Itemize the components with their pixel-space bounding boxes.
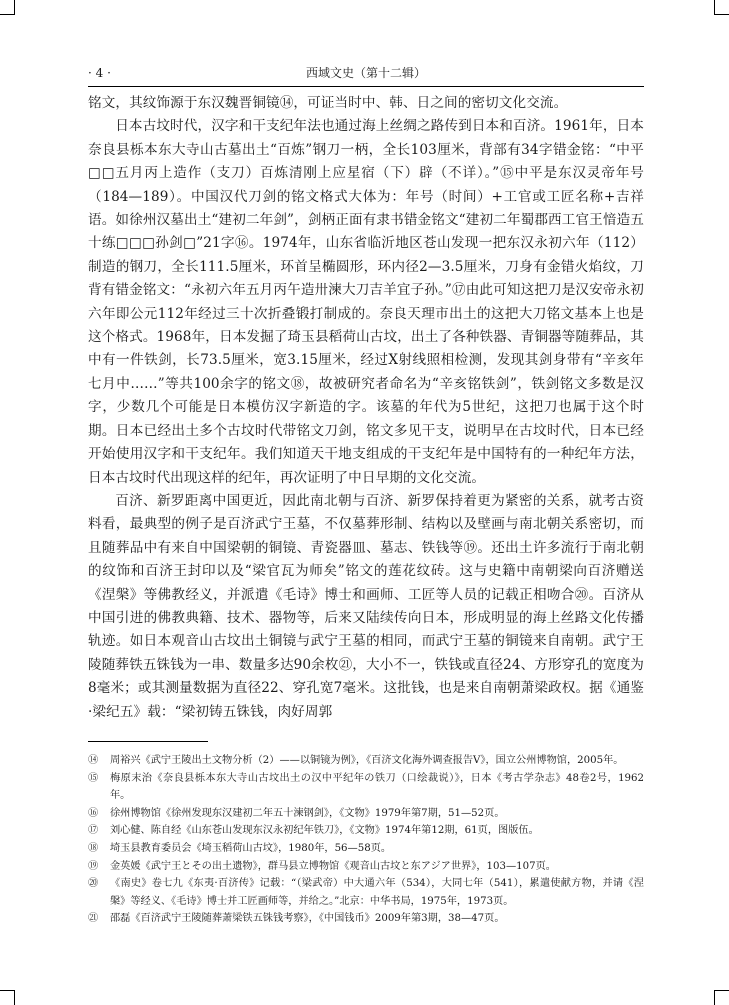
footnote-number: ⑯ bbox=[88, 807, 99, 819]
paragraph: 日本古坟时代，汉字和干支纪年法也通过海上丝绸之路传到日本和百济。1961年，日本奈良县栎本东大寺山古墓出土“百炼”钢刀一柄，全长103厘米，背部有34字错金铭：“中平□□五月丙上造作（支刀）百炼清刚上应星宿（下）辟（不详）。”⑮中平是东汉灵帝年号（184—189）。中国汉代刀剑的铭文格式大体为：年号（时间）+工官或工匠名称+吉祥语。如徐州汉墓出土“建初二年剑”，剑柄正面有隶书错金铭文“建初二年蜀郡西工官王愔造五十练□□□孙剑□”21字⑯。1974年，山东省临沂地区苍山发现一把东汉永初六年（112）制造的钢刀，全长111.5厘米，环首呈椭圆形，环内径2—3.5厘米，刀身有金错火焰纹，刀背有错金铭文：“永初六年五月丙午造卅湅大刀吉羊宜子孙。”⑰由此可知这把刀是汉安帝永初六年即公元112年经过三十次折叠锻打制成的。奈良天理市出土的这把大刀铭文基本上也是这个格式。1968年，日本发掘了琦玉县稻荷山古坟，出土了各种铁器、青铜器等随葬品，其中有一件铁剑，长73.5厘米，宽3.15厘米，经过X射线照相检测，发现其剑身带有“辛亥年七月中……”等共100余字的铭文⑱，故被研究者命名为“辛亥铭铁剑”，铁剑铭文多数是汉字，少数几个可能是日本模仿汉字新造的字。该墓的年代为5世纪，这把刀也属于这个时期。日本已经出土多个古坟时代带铭文刀剑，铭文多见干支，说明早在古坟时代，日本已经开始使用汉字和干支纪年。我们知道天干地支组成的干支纪年是中国特有的一种纪年方法，日本古坟时代出现这样的纪年，再次证明了中日早期的文化交流。 bbox=[88, 118, 644, 486]
footnote-text: 徐州博物馆《徐州发现东汉建初二年五十湅钢剑》，《文物》1979年第7期，51—52页。 bbox=[110, 807, 505, 819]
footnote-text: 埼玉县教育委员会《埼玉稻荷山古坟》，1980年，56—58页。 bbox=[110, 842, 392, 854]
footnote bbox=[88, 875, 644, 910]
footnote bbox=[88, 858, 644, 876]
footnote bbox=[88, 910, 644, 928]
footnote bbox=[88, 752, 644, 770]
footnote bbox=[88, 770, 644, 805]
footnote-number: ⑳ bbox=[88, 878, 99, 890]
footnote-number: ⑭ bbox=[88, 755, 99, 766]
footnote bbox=[88, 805, 644, 823]
page-header bbox=[88, 62, 644, 84]
body-text bbox=[88, 92, 644, 724]
paragraph: 百济、新罗距离中国更近，因此南北朝与百济、新罗保持着更为紧密的关系，就考古资料看，最典型的例子是百济武宁王墓，不仅墓葬形制、结构以及壁画与南北朝关系密切，而且随葬品中有来自中国梁朝的铜镜、青瓷器皿、墓志、铁钱等⑲。还出土许多流行于南北朝的纹饰和百济王封印以及“梁官瓦为师矣”铭文的莲花纹砖。这与史籍中南朝梁向百济赠送《涅槃》等佛教经义，并派遣《毛诗》博士和画师、工匠等人员的记载正相吻合⑳。百济从中国引进的佛教典籍、技术、器物等，后来又陆续传向日本，形成明显的海上丝路文化传播轨迹。如日本观音山古坟出土铜镜与武宁王墓的相同，而武宁王墓的铜镜来自南朝。武宁王陵随葬铁五铢钱为一串、数量多达90余枚㉑，大小不一，铁钱或直径24、方形穿孔的宽度为8毫米；或其测量数据为直径22、穿孔宽7毫米。这批钱，也是来自南朝萧梁政权。据《通鉴·梁纪五》载：“梁初铸五铢钱，肉好周郭 bbox=[88, 492, 644, 720]
crop-mark-top-left bbox=[0, 0, 15, 15]
crop-mark-top-right bbox=[714, 0, 729, 15]
header-rule bbox=[88, 86, 644, 87]
crop-mark-bottom-right bbox=[714, 990, 729, 1005]
footnote-text: 刘心健、陈自经《山东苍山发现东汉永初纪年铁刀》，《文物》1974年第12期，61页，图版伍。 bbox=[110, 825, 539, 837]
footnotes bbox=[88, 752, 644, 928]
crop-mark-bottom-left bbox=[0, 990, 15, 1005]
footnote-text: 邵磊《百济武宁王陵随葬萧梁铁五铢钱考察》，《中国钱币》2009年第3期，38—47页。 bbox=[110, 913, 505, 925]
footnote-text: 金英媛《武宁王とその出土遗物》，群马县立博物馆《观音山古坟と东アジア世界》，103—107页。 bbox=[110, 860, 556, 872]
footnote-number: ⑲ bbox=[88, 860, 99, 872]
footnote bbox=[88, 840, 644, 858]
running-title: 西域文史（第十二辑） bbox=[305, 66, 426, 80]
footnote-text: 梅原末治《奈良县栎本东大寺山古坟出土の汉中平纪年の铁刀（口绘裁说）》，日本《考古学杂志》48卷2号，1962年。 bbox=[110, 772, 644, 802]
footnote-text: 《南史》卷七九《东夷·百济传》记载：“（梁武帝）中大通六年（534），大同七年（541），累遣使献方物，并请《涅槃》等经义、《毛诗》博士并工匠画师等，并给之。”北京：中华书局，1975年，1973页。 bbox=[110, 878, 644, 907]
footnote-number: ⑰ bbox=[88, 825, 99, 837]
footnote bbox=[88, 822, 644, 840]
footnote-number: ⑮ bbox=[88, 772, 99, 784]
footnote-number: ㉑ bbox=[88, 913, 99, 925]
paragraph: 铭文，其纹饰源于东汉魏晋铜镜⑭，可证当时中、韩、日之间的密切文化交流。 bbox=[88, 95, 568, 111]
page-number: · 4 · bbox=[88, 66, 111, 80]
footnote-number: ⑱ bbox=[88, 842, 99, 854]
footnote-text: 周裕兴《武宁王陵出土文物分析（2）——以铜镜为例》，《百济文化海外调查报告Ⅴ》，国立公州博物馆，2005年。 bbox=[110, 755, 624, 766]
footnote-rule bbox=[88, 741, 208, 742]
